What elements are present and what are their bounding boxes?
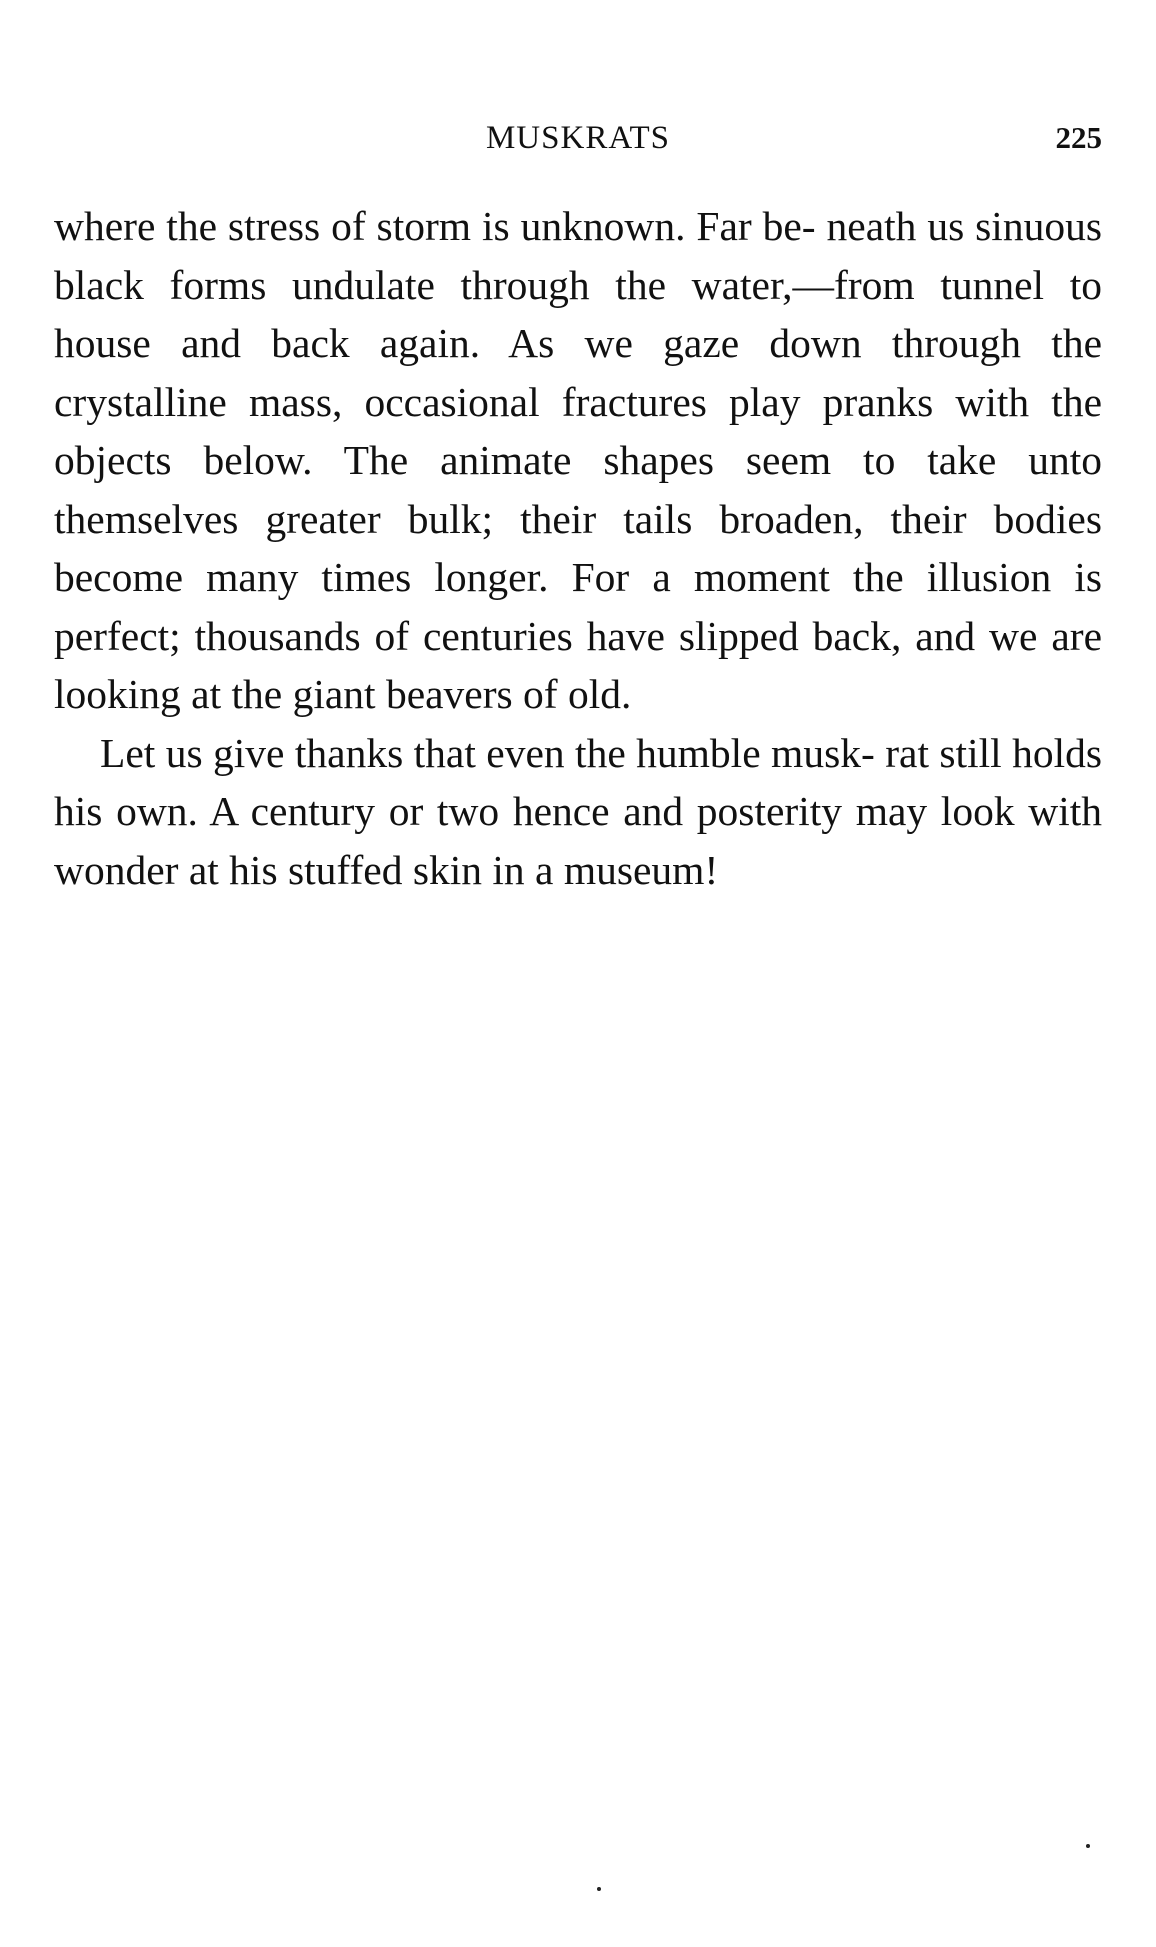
page-number: 225 <box>1055 120 1102 155</box>
body-text <box>54 197 1102 899</box>
running-head <box>54 118 1102 168</box>
paragraph-continued: where the stress of storm is unknown. Far be- neath us sinuous black forms undulate through the water,—from tunnel to house and back again. As we gaze down through the crystalline mass, occasional fractures play pranks with the objects below. The animate shapes seem to take unto themselves greater bulk; their tails broaden, their bodies become many times longer. For a moment the illusion is perfect; thousands of centuries have slipped back, and we are looking at the giant beavers of old. <box>54 203 1102 717</box>
running-title: MUSKRATS <box>485 120 671 156</box>
paragraph-closing: Let us give thanks that even the humble musk- rat still holds his own. A century or two hence and posterity may look with wonder at his stuffed skin in a museum! <box>54 729 1102 893</box>
print-speck <box>597 1887 601 1891</box>
print-speck <box>1086 1844 1090 1848</box>
